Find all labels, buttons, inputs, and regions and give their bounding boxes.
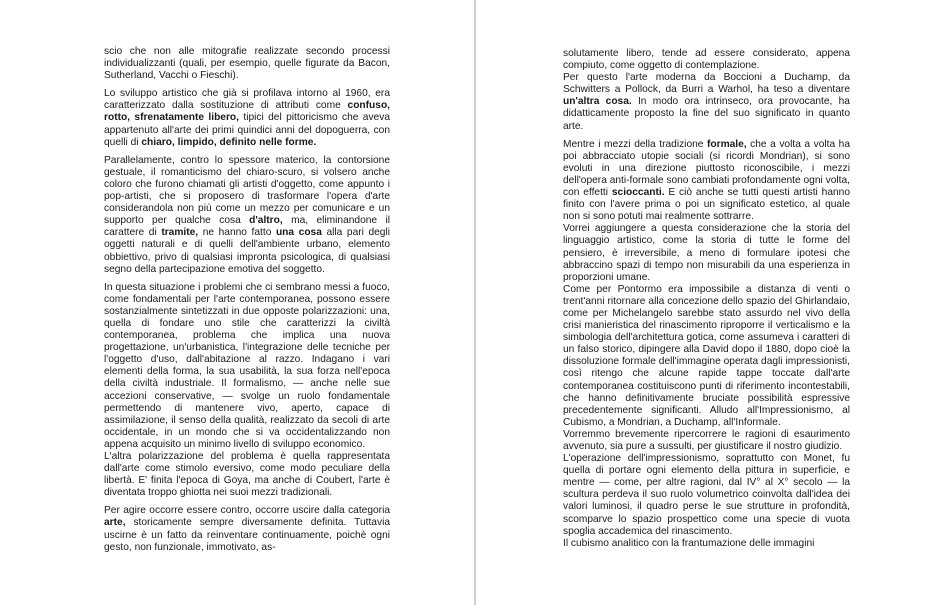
- text-run: Vorremmo brevemente ripercorrere le ragioni di esaurimento avvenuto, sia pure a sussulti, per giustificare il nostro giudizio.: [563, 428, 850, 452]
- text-run: E ciò anche se tutti questi artisti hanno finito con l'avere prima o poi un significato estetico, al quale non si sono potuti mai realmente sottrarre.: [563, 187, 850, 223]
- text-run: ma, eliminandone il carattere di: [104, 215, 390, 239]
- bold-text-run: scioccanti.: [611, 187, 665, 199]
- right-text-column: [563, 48, 850, 550]
- text-run: alla pari degli oggetti naturali e di quelli dell'ambiente urbano, elemento obbiettivo, privo di qualsiasi impronta psicologica, di qualsiasi segno della partecipazione emotiva del soggetto.: [104, 227, 390, 275]
- paragraph: [104, 282, 390, 451]
- text-run: Come per Pontormo era impossibile a distanza di venti o trent'anni ritornare alla concezione dello spazio del Ghirlandaio, come per Michelangelo sarebbe stato assurdo nel vivo della crisi manieristica del rinascimento riproporre il verticalismo e la simbologia dell'architettura gotica, come assumeva i caratteri di un falso storico, dipingere alla David dopo il 1880, dopo cioè la dissoluzione formale dell'immagine operata dagli impressionisti, così ritengo che alcune rapide tappe toccate dall'arte contemporanea costituiscono punti di riferimento incontestabili, che hanno definitivamente bruciate possibilità espressive precedentemente significanti. Alludo all'Impressionismo, al Cubismo, a Mondrian, a Duchamp, all'Informale.: [563, 283, 850, 428]
- text-run: ne hanno fatto: [198, 227, 276, 239]
- paragraph: [104, 155, 390, 276]
- text-run: In modo ora intrinseco, ora provocante, ha didatticamente proposto la fine del suo significato in quanto arte.: [563, 96, 850, 132]
- text-run: che a volta a volta ha poi abbracciato utopie sociali (si ricordi Mondrian), si sono evoluti in una direzione piuttosto riconoscibile, i mezzi dell'opera anti-formale sono cambiati profondamente ogni volta, con effetti: [563, 138, 851, 199]
- bold-text-run: tramite,: [161, 227, 199, 239]
- paragraph: [563, 453, 850, 538]
- bold-text-run: chiaro, limpido, definito nelle forme.: [141, 136, 317, 148]
- paragraph: [104, 88, 390, 148]
- text-run: scio che non alle mitografie realizzate secondo processi individualizzanti (quali, per esempio, quelle figurate da Bacon, Sutherland, Vacchi o Fieschi).: [104, 46, 390, 82]
- bold-text-run: una cosa: [275, 227, 322, 239]
- text-run: In questa situazione i problemi che ci sembrano messi a fuoco, come fondamentali per l'arte contemporanea, possono essere sostanzialmente sintetizzati in due opposte polarizzazioni: una, quella di fondare uno stile che caratterizzi la civiltà contemporanea, problema che implica una nuova progettazione, un'urbanistica, l'integrazione delle tecniche per l'oggetto d'uso, dall'abitazione al razzo. Indagano i vari elementi della forma, la sua usabilità, la sua forza nell'epoca della civiltà industriale. Il formalismo, — anche nelle sue accezioni conservative, — svolge un ruolo fondamentale permettendo di mantenere vivo, aperto, capace di assimilazione, il senso della qualità, realizzato da secoli di arte occidentale, in un mondo che si va occidentalizzando non appena acquisito un minimo livello di sviluppo economico.: [104, 281, 390, 450]
- text-run: solutamente libero, tende ad essere considerato, appena compiuto, come oggetto di contemplazione.: [563, 48, 850, 72]
- text-run: Per agire occorre essere contro, occorre uscire dalla categoria: [104, 505, 390, 517]
- paragraph: [104, 505, 390, 553]
- bold-text-run: d'altro,: [249, 215, 283, 227]
- bold-text-run: un'altra cosa.: [563, 96, 632, 108]
- text-run: Per questo l'arte moderna da Boccioni a Duchamp, da Schwitters a Pollock, da Burri a Warhol, ha teso a diventare: [563, 72, 850, 96]
- text-run: L'operazione dell'impressionismo, soprattutto con Monet, fu quella di portare ogni elemento della pittura in superficie, e mentre — come, per altre ragioni, dal IV° al X° secolo — la scultura perdeva il suo ruolo volumetrico coinvolta dall'idea dei valori luminosi, il quadro perse le sue strutture in profondità, scomparve lo spazio prospettico come una specie di vuota spoglia accademica del rinascimento.: [563, 453, 850, 537]
- paragraph: [563, 223, 850, 283]
- text-run: tipici del pittoricismo che aveva appartenuto all'arte dei primi quindici anni del dopoguerra, con quelli di: [104, 112, 390, 148]
- paragraph: [104, 451, 390, 499]
- paragraph: [563, 139, 850, 224]
- text-run: Il cubismo analitico con la frantumazione delle immagini: [563, 537, 815, 549]
- text-run: storicamente sempre diversamente definita. Tuttavia uscirne è un fatto da reinventare continuamente, poichè ogni gesto, non funzionale, immotivato, as-: [104, 517, 390, 553]
- bold-text-run: arte,: [104, 517, 126, 529]
- text-run: Mentre i mezzi della tradizione: [563, 138, 707, 150]
- paragraph: [563, 284, 850, 429]
- paragraph: [563, 72, 850, 132]
- paragraph: [563, 48, 850, 72]
- text-run: Parallelamente, contro lo spessore materico, la contorsione gestuale, il romanticismo del chiaro-scuro, si volsero anche coloro che furono chiamati gli artisti d'oggetto, come appunto i pop-artisti, che si proposero di trasformare l'opera d'arte considerandola non più come un mezzo per comunicare e un supporto per qualche cosa: [104, 154, 390, 227]
- text-run: L'altra polarizzazione del problema è quella rappresentata dall'arte come stimolo eversivo, come modo peculiare della libertà. E' finita l'epoca di Goya, ma anche di Coubert, l'arte è diventata troppo ghiotta nei suoi mezzi tradizionali.: [104, 451, 390, 499]
- right-page: [476, 0, 950, 605]
- paragraph: [104, 46, 390, 82]
- text-run: Lo sviluppo artistico che già si profilava intorno al 1960, era caratterizzato dalla sostituzione di attributi come: [104, 88, 390, 112]
- paragraph: [563, 429, 850, 453]
- bold-text-run: formale,: [706, 138, 747, 150]
- paragraph: [563, 538, 850, 550]
- left-page: [0, 0, 474, 605]
- left-text-column: [104, 46, 390, 560]
- bold-text-run: confuso, rotto, sfrenatamente libero,: [104, 100, 390, 124]
- text-run: Vorrei aggiungere a questa considerazione che la storia del linguaggio artistico, come la storia di tutte le forme del pensiero, è irreversibile, a meno di formulare ipotesi che abbraccino spazi di tempo non misurabili da una esperienza in proporzioni umane.: [563, 223, 850, 283]
